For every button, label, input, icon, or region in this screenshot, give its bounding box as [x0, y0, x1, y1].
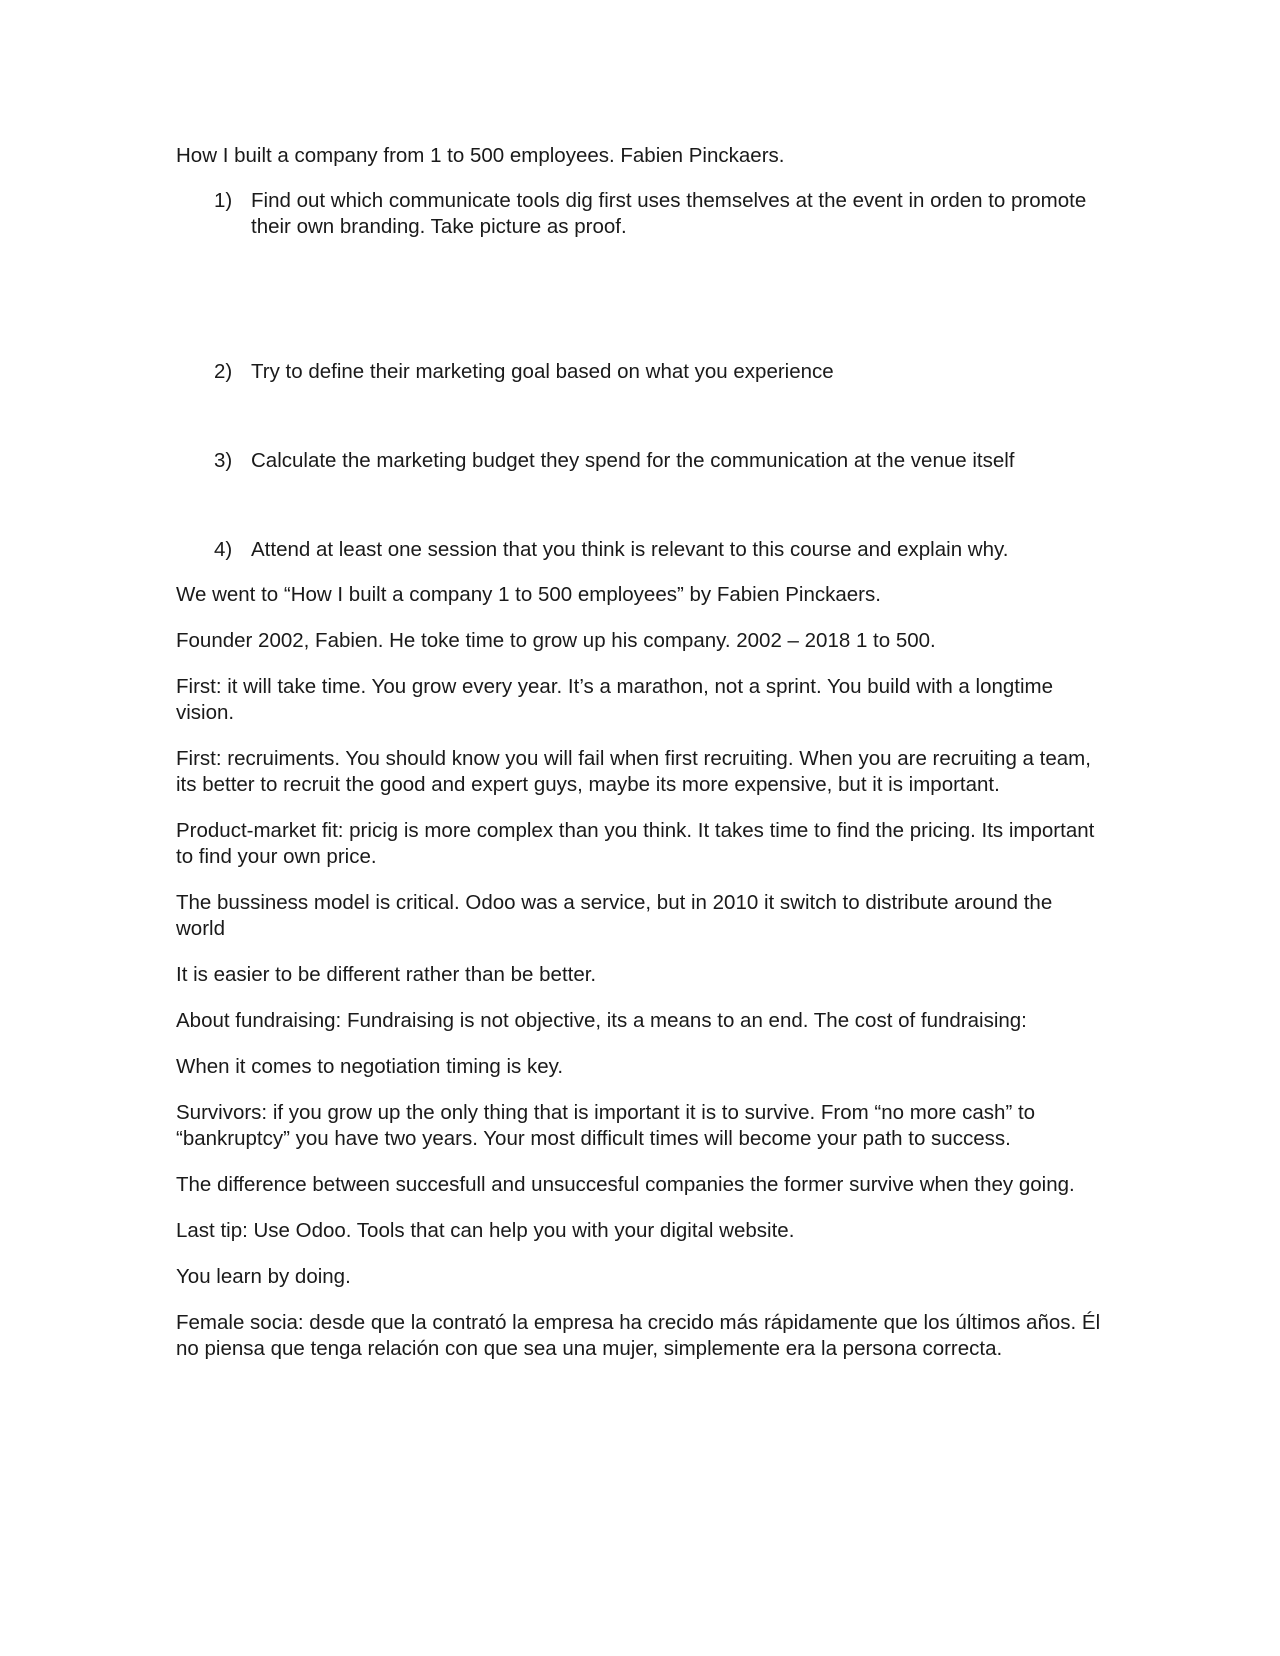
task-number: 4) — [214, 538, 233, 561]
paragraph: You learn by doing. — [176, 1265, 351, 1288]
paragraph: Female socia: desde que la contrató la empresa ha crecido más rápidamente que los últimos años. Él no piensa que tenga relación con que sea una mujer, simplemente era la persona correcta. — [176, 1311, 1101, 1360]
paragraph: When it comes to negotiation timing is key. — [176, 1055, 564, 1078]
document-body — [176, 143, 1106, 1382]
paragraph: The bussiness model is critical. Odoo was a service, but in 2010 it switch to distribute around the world — [176, 891, 1053, 940]
task-number: 1) — [214, 189, 233, 212]
paragraph: The difference between succesfull and unsuccesful companies the former survive when they going. — [176, 1173, 1075, 1196]
paragraph: We went to “How I built a company 1 to 500 employees” by Fabien Pinckaers. — [176, 583, 881, 606]
task-number: 2) — [214, 360, 233, 383]
paragraph: First: recruiments. You should know you will fail when first recruiting. When you are recruiting a team, its better to recruit the good and expert guys, maybe its more expensive, but it is important. — [176, 747, 1091, 796]
paragraph: It is easier to be different rather than be better. — [176, 963, 597, 986]
paragraph: Last tip: Use Odoo. Tools that can help you with your digital website. — [176, 1219, 795, 1242]
paragraph: About fundraising: Fundraising is not objective, its a means to an end. The cost of fundraising: — [176, 1009, 1027, 1032]
task-number: 3) — [214, 449, 233, 472]
paragraph: First: it will take time. You grow every year. It’s a marathon, not a sprint. You build with a longtime vision. — [176, 675, 1054, 724]
task-text: Attend at least one session that you think is relevant to this course and explain why. — [251, 538, 1009, 561]
task-item — [176, 359, 1106, 385]
document-title: How I built a company from 1 to 500 employees. Fabien Pinckaers. — [176, 144, 785, 167]
task-item — [176, 537, 1106, 563]
paragraph: Survivors: if you grow up the only thing that is important it is to survive. From “no more cash” to “bankruptcy” you have two years. Your most difficult times will become your path to success. — [176, 1101, 1036, 1150]
task-list — [176, 188, 1106, 563]
paragraph: Founder 2002, Fabien. He toke time to grow up his company. 2002 – 2018 1 to 500. — [176, 629, 936, 652]
task-text: Calculate the marketing budget they spend for the communication at the venue itself — [251, 449, 1015, 472]
task-item — [176, 188, 1106, 240]
paragraph: Product-market fit: pricig is more complex than you think. It takes time to find the pricing. Its important to find your own price. — [176, 819, 1095, 868]
task-text: Try to define their marketing goal based on what you experience — [251, 360, 834, 383]
task-text: Find out which communicate tools dig first uses themselves at the event in orden to promote their own branding. Take picture as proof. — [251, 189, 1087, 238]
task-item — [176, 448, 1106, 474]
